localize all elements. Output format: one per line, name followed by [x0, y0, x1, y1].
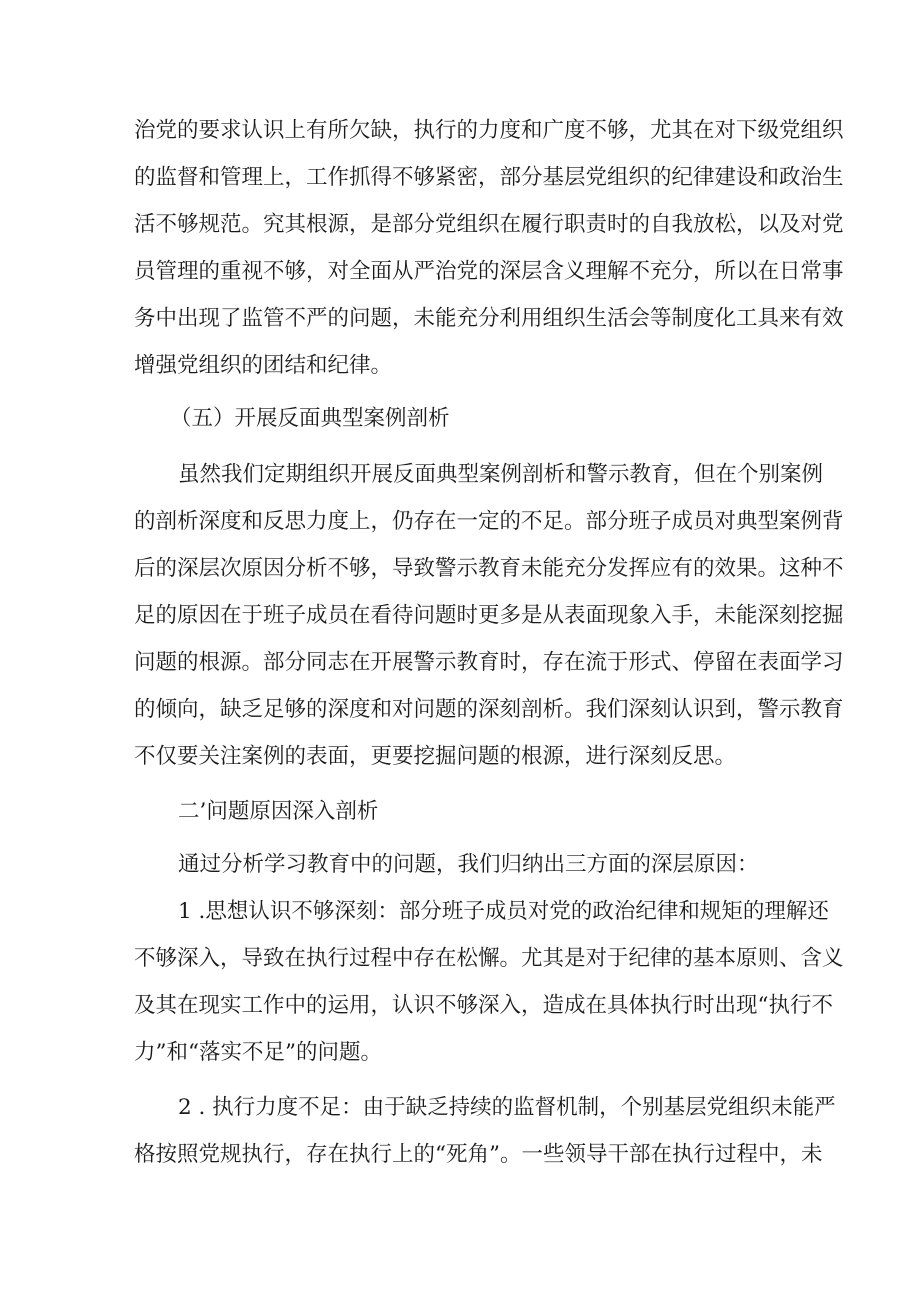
list-item-line: 及其在现实工作中的运用，认识不够深入，造成在具体执行时出现“执行不	[134, 993, 833, 1018]
paragraph-line: 的倾向，缺乏足够的深度和对问题的深刻剖析。我们深刻认识到，警示教育	[134, 697, 844, 722]
list-item-line: 格按照党规执行，存在执行上的“死角”。一些领导干部在执行过程中，未	[134, 1142, 823, 1167]
paragraph-line: 务中出现了监管不严的问题，未能充分利用组织生活会等制度化工具来有效	[134, 306, 844, 331]
section-subheading: （五）开展反面典型案例剖析	[170, 406, 450, 431]
list-item-line: 2 . 执行力度不足：由于缺乏持续的监督机制，个别基层党组织未能严	[178, 1095, 836, 1120]
paragraph-line: 员管理的重视不够，对全面从严治党的深层含义理解不充分，所以在日常事	[134, 259, 844, 284]
list-item-line: 不够深入，导致在执行过程中存在松懈。尤其是对于纪律的基本原则、含义	[134, 946, 844, 971]
paragraph-line: 治党的要求认识上有所欠缺，执行的力度和广度不够，尤其在对下级党组织	[134, 118, 844, 143]
paragraph-line: 的监督和管理上，工作抓得不够紧密，部分基层党组织的纪律建设和政治生	[134, 165, 844, 190]
paragraph-line: 后的深层次原因分析不够，导致警示教育未能充分发挥应有的效果。这种不	[134, 556, 844, 581]
list-item-line: 力”和“落实不足”的问题。	[134, 1040, 382, 1065]
paragraph-line: 虽然我们定期组织开展反面典型案例剖析和警示教育，但在个别案例	[178, 462, 824, 487]
paragraph-line: 的剖析深度和反思力度上，仍存在一定的不足。部分班子成员对典型案例背	[134, 509, 844, 534]
paragraph-line: 增强党组织的团结和纪律。	[134, 353, 393, 378]
paragraph-line: 不仅要关注案例的表面，更要挖掘问题的根源，进行深刻反思。	[134, 744, 737, 769]
list-item-line: 1 .思想认识不够深刻：部分班子成员对党的政治纪律和规矩的理解还	[178, 899, 829, 924]
paragraph-line: 足的原因在于班子成员在看待问题时更多是从表面现象入手，未能深刻挖掘	[134, 603, 844, 628]
paragraph-line: 问题的根源。部分同志在开展警示教育时，存在流于形式、停留在表面学习	[134, 650, 844, 675]
intro-line: 通过分析学习教育中的问题，我们归纳出三方面的深层原因：	[178, 852, 759, 877]
section-heading: 二’问题原因深入剖析	[178, 799, 379, 824]
paragraph-line: 活不够规范。究其根源，是部分党组织在履行职责时的自我放松，以及对党	[134, 212, 844, 237]
